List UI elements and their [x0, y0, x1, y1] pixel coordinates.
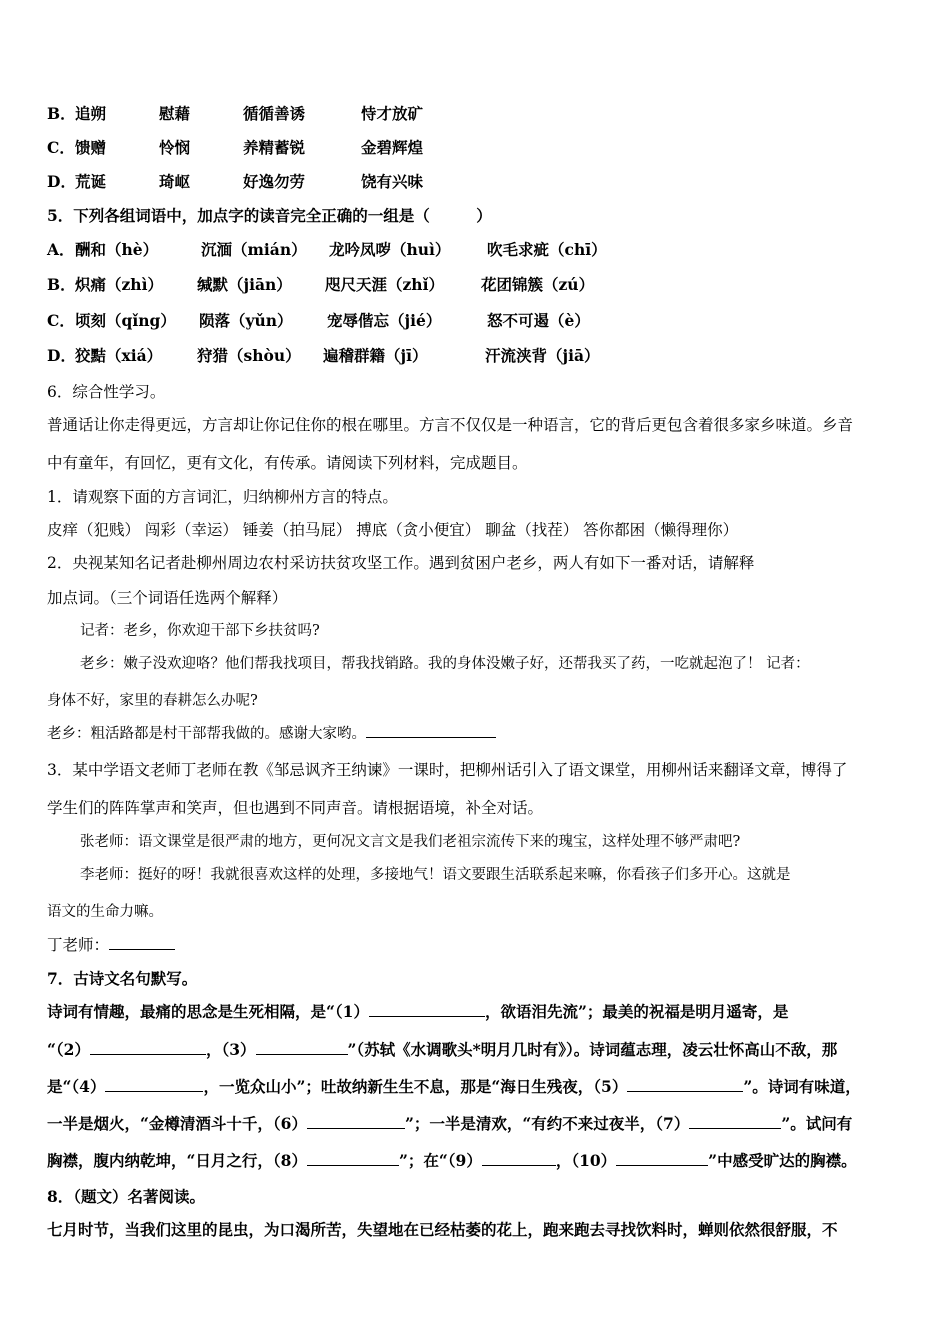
option-word: 追朔 [75, 104, 107, 123]
option-word: 吹毛求疵（chī） [487, 240, 607, 259]
q6-subquestion-3a: 3．某中学语文老师丁老师在教《邹忌讽齐王纳谏》一课时，把柳州话引入了语文课堂，用柳州话来翻译文章，博得了 [47, 761, 848, 779]
blank-8[interactable] [307, 1151, 399, 1166]
option-label: A． [47, 240, 75, 259]
q7-line4 [47, 1112, 852, 1134]
q7-text: 诗词有情趣，最痛的思念是生死相隔，是“（1） [47, 1002, 369, 1021]
option-word: 遍稽群籍（jī） [323, 346, 428, 365]
q6-intro-line1: 普通话让你走得更远，方言却让你记住你的根在哪里。方言不仅仅是一种语言，它的背后更包含着很多家乡味道。乡音 [47, 416, 854, 434]
option-word: 馈赠 [75, 138, 107, 157]
q4-option-b [47, 102, 423, 124]
q5-option-a [47, 238, 607, 260]
answer-blank[interactable] [109, 935, 175, 950]
q7-text: ，一览众山小”；吐故纳新生生不息，那是“海日生残夜，（5） [203, 1077, 628, 1096]
q7-text: “（2） [47, 1040, 90, 1059]
blank-4[interactable] [105, 1077, 203, 1092]
option-label: B． [47, 275, 76, 294]
option-word: 酬和（hè） [75, 240, 159, 259]
dialogue-teacher-zhang: 张老师：语文课堂是很严肃的地方，更何况文言文是我们老祖宗流传下来的瑰宝，这样处理不够严肃吧? [80, 834, 741, 850]
q7-text: 是“（4） [47, 1077, 106, 1096]
option-word: 狡黠（xiá） [75, 346, 163, 365]
q7-line5 [47, 1149, 857, 1171]
option-word: 龙吟凤哕（huì） [329, 240, 451, 259]
q6-subquestion-3b: 学生们的阵阵掌声和笑声，但也遇到不同声音。请根据语境，补全对话。 [47, 799, 544, 817]
q7-text: ”；在“（9） [398, 1151, 482, 1170]
option-word: 怒不可遏（è） [487, 311, 590, 330]
option-word: 花团锦簇（zú） [481, 275, 595, 294]
option-word: 循循善诱 [243, 104, 306, 123]
q6-subquestion-1: 1．请观察下面的方言词汇，归纳柳州方言的特点。 [47, 488, 398, 506]
q6-title: 6．综合性学习。 [47, 383, 166, 401]
q6-intro-line2: 中有童年，有回忆，更有文化，有传承。请阅读下列材料，完成题目。 [47, 454, 528, 472]
option-word: 宠辱偕忘（jié） [327, 311, 442, 330]
dialogue-teacher-li-cont: 语文的生命力嘛。 [47, 904, 163, 920]
option-word: 慰藉 [159, 104, 191, 123]
option-label: C． [47, 138, 75, 157]
q5-option-c [47, 309, 590, 331]
q7-text: ，（10） [555, 1151, 617, 1170]
dialogue-villager-answer [47, 722, 496, 743]
q6-dialect-words: 皮痒（犯贱） 闯彩（幸运） 锤姜（拍马屁） 搏底（贪小便宜） 聊盆（找茬） 答你都困（懒得理你） [47, 521, 739, 539]
q6-subquestion-2b: 加点词。（三个词语任选两个解释） [47, 589, 288, 607]
option-word: 好逸勿劳 [243, 172, 306, 191]
option-label: D． [47, 346, 76, 365]
q7-line2 [47, 1038, 837, 1060]
q7-title: 7．古诗文名句默写。 [47, 969, 198, 988]
blank-3[interactable] [256, 1040, 348, 1055]
dialogue-reporter: 记者：老乡，你欢迎干部下乡扶贫吗? [80, 623, 320, 639]
q7-line3 [47, 1075, 861, 1097]
q6-subquestion-2a: 2．央视某知名记者赴柳州周边农村采访扶贫攻坚工作。遇到贫困户老乡，两人有如下一番对话，请解释 [47, 554, 755, 572]
blank-7[interactable] [689, 1114, 781, 1129]
option-word: 养精蓄锐 [243, 138, 306, 157]
q7-text: ”。试问有 [781, 1114, 853, 1133]
option-word: 怜悯 [159, 138, 191, 157]
option-label: C． [47, 311, 75, 330]
q5-stem: 5．下列各组词语中，加点字的读音完全正确的一组是（ ） [47, 206, 492, 225]
option-word: 恃才放矿 [361, 104, 424, 123]
q7-text: ”（苏轼《水调歌头*明月几时有》）。诗词蕴志理，凌云壮怀高山不敌，那 [347, 1040, 838, 1059]
option-word: 顷刻（qǐng） [75, 311, 176, 330]
q8-title: 8．（题文）名著阅读。 [47, 1187, 206, 1206]
option-word: 汗流浃背（jiā） [485, 346, 600, 365]
q7-text: ”；一半是清欢，“有约不来过夜半，（7） [404, 1114, 690, 1133]
option-label: B． [47, 104, 76, 123]
q7-line1 [47, 1000, 788, 1022]
dialogue-text: 老乡：粗活路都是村干部帮我做的。感谢大家哟。 [47, 726, 366, 742]
q4-option-c [47, 136, 423, 158]
option-word: 陨落（yǔn） [199, 311, 293, 330]
option-word: 饶有兴味 [361, 172, 424, 191]
blank-6[interactable] [307, 1114, 405, 1129]
q7-text: 一半是烟火，“金樽清酒斗十千，（6） [47, 1114, 307, 1133]
blank-2[interactable] [90, 1040, 206, 1055]
dialogue-villager: 老乡：嫩子没欢迎咯？他们帮我找项目，帮我找销路。我的身体没嫩子好，还帮我买了药，一吃就起泡了！ 记者： [80, 656, 810, 672]
option-label: D． [47, 172, 76, 191]
q4-option-d [47, 170, 423, 192]
blank-1[interactable] [369, 1002, 485, 1017]
option-word: 炽痛（zhì） [75, 275, 163, 294]
option-word: 金碧辉煌 [361, 138, 424, 157]
option-word: 沉湎（mián） [201, 240, 307, 259]
q7-text: ”。诗词有味道， [743, 1077, 861, 1096]
dialogue-teacher-ding [47, 933, 175, 955]
blank-10[interactable] [616, 1151, 708, 1166]
q7-text: ，（3） [205, 1040, 256, 1059]
dialogue-reporter-cont: 身体不好，家里的春耕怎么办呢? [47, 693, 258, 709]
option-word: 缄默（jiān） [197, 275, 292, 294]
q7-text: 胸襟，腹内纳乾坤，“日月之行，（8） [47, 1151, 307, 1170]
option-word: 狩猎（shòu） [197, 346, 301, 365]
q7-text: ”中感受旷达的胸襟。 [708, 1151, 857, 1170]
q8-passage: 七月时节，当我们这里的昆虫，为口渴所苦，失望地在已经枯萎的花上，跑来跑去寻找饮料时，蝉则依然很舒服，不 [47, 1220, 838, 1239]
q5-option-b [47, 273, 594, 295]
dialogue-teacher-li: 李老师：挺好的呀！我就很喜欢这样的处理，多接地气！语文要跟生活联系起来嘛，你看孩子们多开心。这就是 [80, 867, 791, 883]
blank-5[interactable] [627, 1077, 743, 1092]
blank-9[interactable] [482, 1151, 556, 1166]
answer-blank[interactable] [366, 723, 496, 738]
dialogue-text: 丁老师： [47, 936, 110, 954]
option-word: 咫尺天涯（zhǐ） [325, 275, 444, 294]
option-word: 琦岖 [159, 172, 191, 191]
q7-text: ，欲语泪先流”；最美的祝福是明月遥寄，是 [484, 1002, 789, 1021]
option-word: 荒诞 [75, 172, 107, 191]
q5-option-d [47, 344, 600, 366]
